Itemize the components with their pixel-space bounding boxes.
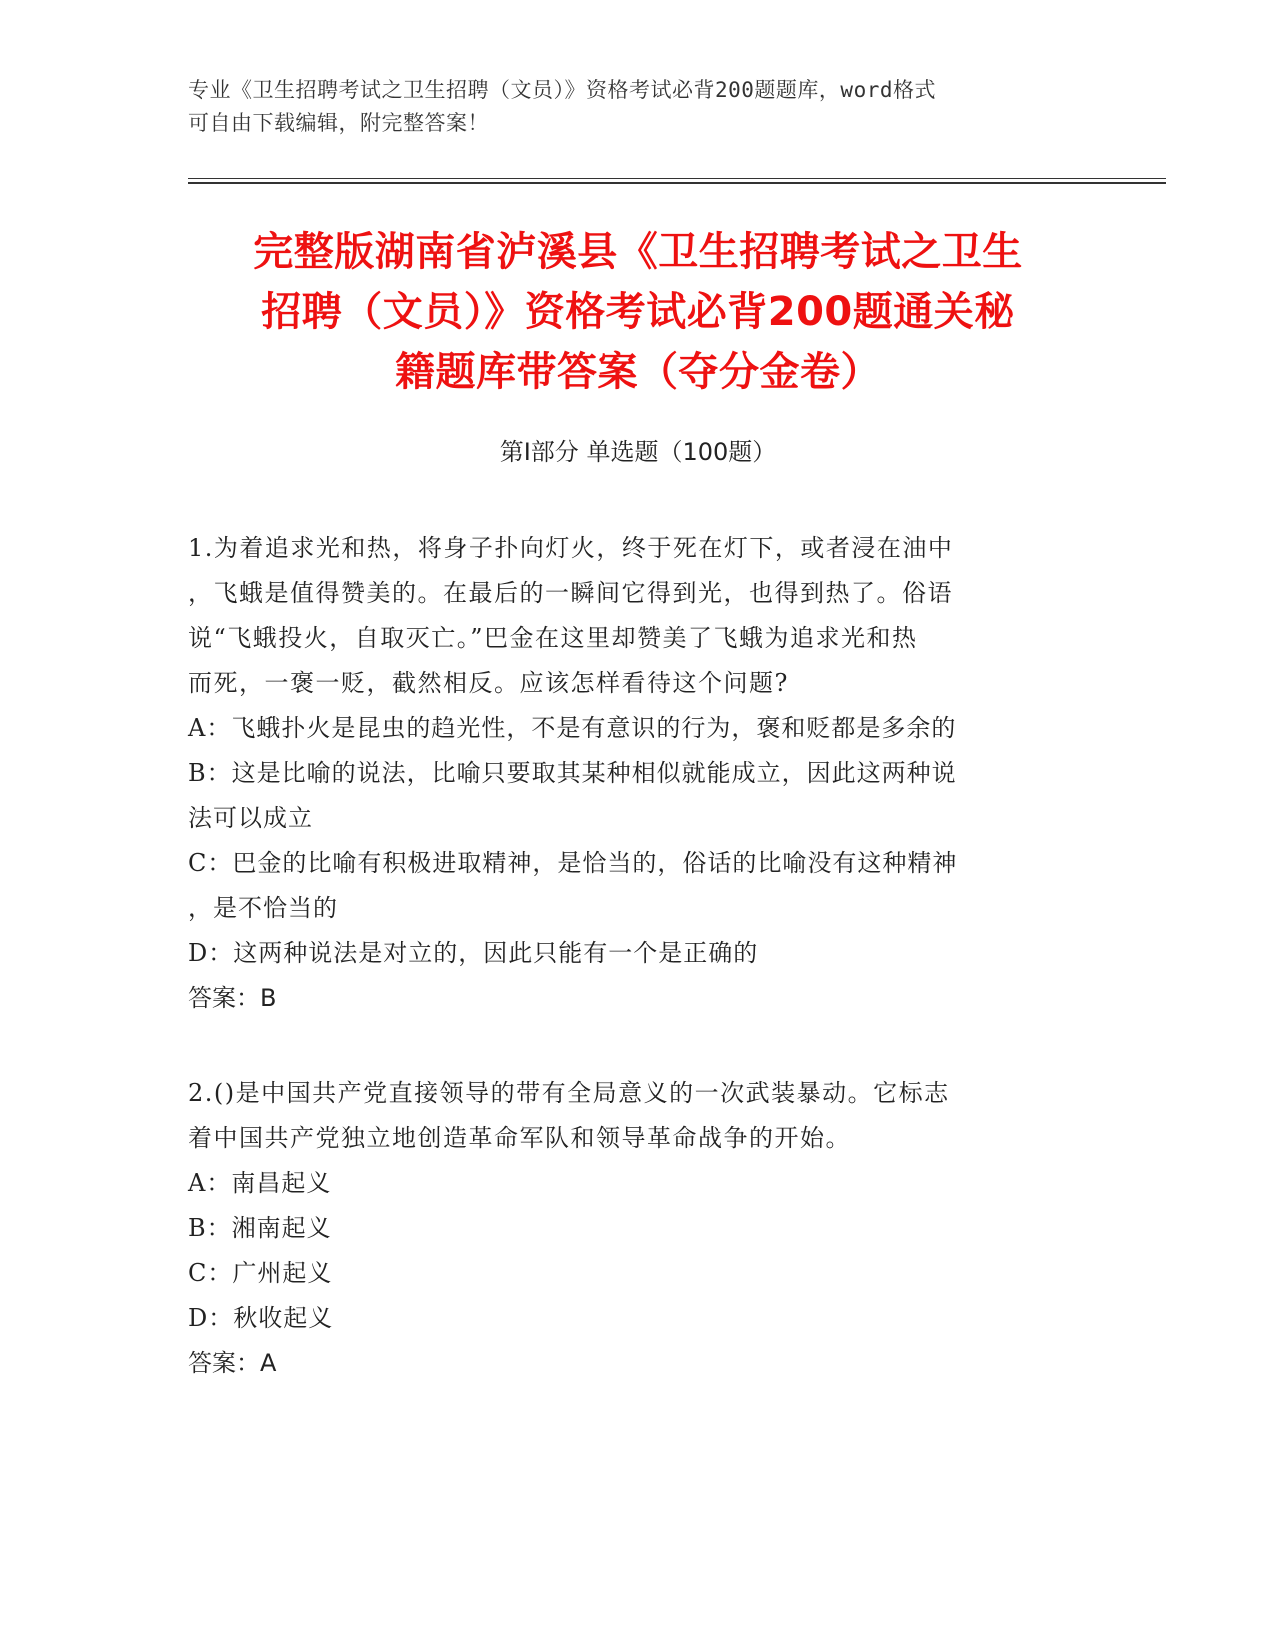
option-b-continued: 法可以成立 [188,804,313,832]
title-line: 籍题库带答案（夺分金卷） [395,349,881,395]
option-d: D：秋收起义 [188,1304,334,1332]
header-note-line: 可自由下载编辑，附完整答案！ [188,111,489,135]
option-c-continued: ，是不恰当的 [188,894,338,922]
option-d: D：这两种说法是对立的，因此只能有一个是正确的 [188,939,759,967]
answer-label: 答案：B [188,984,277,1012]
title-line: 完整版湖南省泸溪县《卫生招聘考试之卫生 [253,229,1023,275]
question-2 [188,1071,1088,1386]
question-stem-line: ，飞蛾是值得赞美的。在最后的一瞬间它得到光，也得到热了。俗语 [188,579,953,607]
question-stem-line: 1.为着追求光和热，将身子扑向灯火，终于死在灯下，或者浸在油中 [188,534,954,562]
option-b: B：湘南起义 [188,1214,332,1242]
option-c: C：巴金的比喻有积极进取精神，是恰当的，俗话的比喻没有这种精神 [188,849,958,877]
question-stem-line: 2.()是中国共产党直接领导的带有全局意义的一次武装暴动。它标志 [188,1079,950,1107]
header-note [188,74,1068,140]
header-divider-thick [188,182,1166,184]
question-1 [188,526,1088,1021]
section-title: 第Ⅰ部分 单选题（100题） [499,438,777,466]
title-line: 招聘（文员）》资格考试必背200题通关秘 [261,289,1015,335]
answer-label: 答案：A [188,1349,277,1377]
option-a: A：飞蛾扑火是昆虫的趋光性，不是有意识的行为，褒和贬都是多余的 [188,714,957,742]
header-divider-thin [188,178,1166,179]
option-a: A：南昌起义 [188,1169,332,1197]
document-title [188,222,1088,402]
option-b: B：这是比喻的说法，比喻只要取其某种相似就能成立，因此这两种说 [188,759,957,787]
header-note-line: 专业《卫生招聘考试之卫生招聘（文员）》资格考试必背200题题库，word格式 [188,78,936,102]
question-stem-line: 说“飞蛾投火，自取灭亡。”巴金在这里却赞美了飞蛾为追求光和热 [188,624,918,652]
question-stem-line: 着中国共产党独立地创造革命军队和领导革命战争的开始。 [188,1124,851,1152]
question-stem-line: 而死，一褒一贬，截然相反。应该怎样看待这个问题? [188,669,789,697]
option-c: C：广州起义 [188,1259,333,1287]
